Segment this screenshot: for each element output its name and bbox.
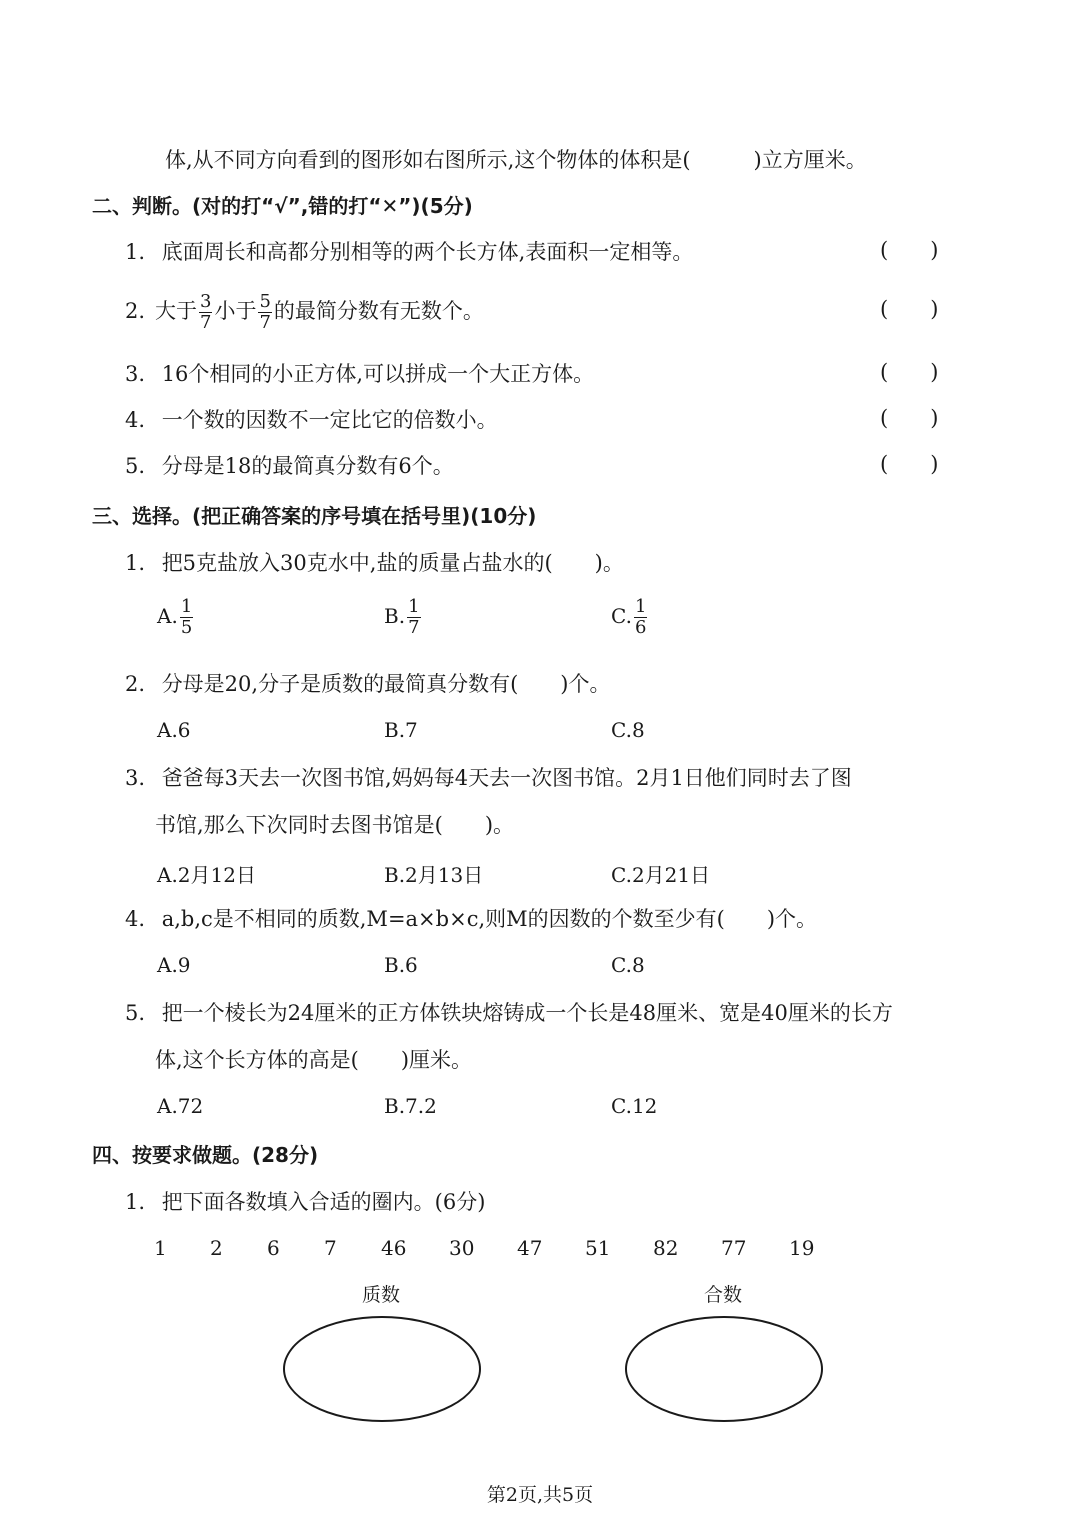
judge-item-3 xyxy=(125,360,594,388)
item-text: 16个相同的小正方体,可以拼成一个大正方体。 xyxy=(161,362,595,386)
option-b[interactable]: B.7.2 xyxy=(384,1094,437,1118)
question-text: a,b,c是不相同的质数,M=a×b×c,则M的因数的个数至少有( )个。 xyxy=(161,907,818,931)
choice-q1 xyxy=(125,549,624,577)
question-text: 爸爸每3天去一次图书馆,妈妈每4天去一次图书馆。2月1日他们同时去了图 xyxy=(161,766,852,790)
number-item[interactable]: 30 xyxy=(449,1236,475,1260)
option-b[interactable]: B. $\frac{1}{7}$ xyxy=(384,596,420,638)
question-number: 4. xyxy=(125,907,146,931)
question-text: 把一个棱长为24厘米的正方体铁块熔铸成一个长是48厘米、宽是40厘米的长方 xyxy=(161,1001,893,1025)
composite-label: 合数 xyxy=(704,1284,743,1306)
option-a[interactable]: A.72 xyxy=(157,1094,204,1118)
item-text-mid: 小于 xyxy=(214,299,257,323)
choice-q2 xyxy=(125,670,610,698)
option-c[interactable]: C.8 xyxy=(611,718,645,742)
option-a[interactable]: A. $\frac{1}{5}$ xyxy=(157,596,193,638)
answer-paren-4[interactable]: ( ) xyxy=(880,406,939,430)
number-item[interactable]: 51 xyxy=(585,1236,611,1260)
choice-q4 xyxy=(125,905,817,933)
choice-q3 xyxy=(125,764,852,792)
item-text: 底面周长和高都分别相等的两个长方体,表面积一定相等。 xyxy=(161,240,694,264)
item-number: 1. xyxy=(125,240,146,264)
question-number: 1. xyxy=(125,551,146,575)
fraction: $\frac{5}{7}$ xyxy=(259,291,271,333)
question-number: 1. xyxy=(125,1190,146,1214)
item-text-post: 的最简分数有无数个。 xyxy=(273,299,484,323)
section4-title: 四、按要求做题。(28分) xyxy=(92,1143,319,1167)
number-item[interactable]: 2 xyxy=(210,1236,223,1260)
judge-item-2 xyxy=(125,289,484,333)
fraction: $\frac{3}{7}$ xyxy=(200,291,212,333)
choice-q5 xyxy=(125,999,893,1027)
option-c[interactable]: C. $\frac{1}{6}$ xyxy=(611,596,647,638)
number-item[interactable]: 6 xyxy=(267,1236,280,1260)
option-a[interactable]: A.6 xyxy=(157,718,191,742)
prime-circle[interactable] xyxy=(283,1316,481,1422)
option-b[interactable]: B.2月13日 xyxy=(384,863,484,887)
answer-paren-5[interactable]: ( ) xyxy=(880,452,939,476)
question-text: 把下面各数填入合适的圈内。(6分) xyxy=(161,1190,486,1214)
judge-item-4 xyxy=(125,406,498,434)
question-text: 把5克盐放入30克水中,盐的质量占盐水的( )。 xyxy=(161,551,624,575)
option-c[interactable]: C.8 xyxy=(611,953,645,977)
question-number: 5. xyxy=(125,1001,146,1025)
question-number: 3. xyxy=(125,766,146,790)
fraction: $\frac{1}{5}$ xyxy=(180,596,193,638)
section3-title: 三、选择。(把正确答案的序号填在括号里)(10分) xyxy=(92,504,537,528)
task-q1 xyxy=(125,1188,485,1216)
item-text-pre: 大于 xyxy=(155,299,197,323)
composite-circle[interactable] xyxy=(625,1316,823,1422)
choice-q5-cont: 体,这个长方体的高是( )厘米。 xyxy=(155,1048,473,1072)
section2-title: 二、判断。(对的打“√”,错的打“✕”)(5分) xyxy=(92,194,473,218)
option-a[interactable]: A.2月12日 xyxy=(157,863,256,887)
number-item[interactable]: 19 xyxy=(789,1236,815,1260)
item-text: 分母是18的最简真分数有6个。 xyxy=(161,454,454,478)
option-b[interactable]: B.6 xyxy=(384,953,418,977)
item-number: 4. xyxy=(125,408,146,432)
option-b[interactable]: B.7 xyxy=(384,718,418,742)
number-item[interactable]: 46 xyxy=(381,1236,407,1260)
number-item[interactable]: 1 xyxy=(154,1236,167,1260)
number-item[interactable]: 7 xyxy=(324,1236,337,1260)
answer-paren-1[interactable]: ( ) xyxy=(880,238,939,262)
number-item[interactable]: 82 xyxy=(653,1236,679,1260)
answer-paren-2[interactable]: ( ) xyxy=(880,297,939,321)
intro-line: 体,从不同方向看到的图形如右图所示,这个物体的体积是( )立方厘米。 xyxy=(165,148,867,172)
option-c[interactable]: C.12 xyxy=(611,1094,658,1118)
item-number: 5. xyxy=(125,454,146,478)
item-text: 一个数的因数不一定比它的倍数小。 xyxy=(161,408,498,432)
option-a[interactable]: A.9 xyxy=(157,953,191,977)
judge-item-1 xyxy=(125,238,693,266)
item-number: 3. xyxy=(125,362,146,386)
question-number: 2. xyxy=(125,672,146,696)
question-text: 分母是20,分子是质数的最简真分数有( )个。 xyxy=(161,672,611,696)
item-number: 2. xyxy=(125,299,146,323)
number-item[interactable]: 77 xyxy=(721,1236,747,1260)
option-c[interactable]: C.2月21日 xyxy=(611,863,711,887)
answer-paren-3[interactable]: ( ) xyxy=(880,360,939,384)
fraction: $\frac{1}{6}$ xyxy=(634,596,647,638)
prime-label: 质数 xyxy=(362,1284,401,1306)
page-footer: 第2页,共5页 xyxy=(486,1484,594,1506)
judge-item-5 xyxy=(125,452,454,480)
choice-q3-cont: 书馆,那么下次同时去图书馆是( )。 xyxy=(155,813,515,837)
fraction: $\frac{1}{7}$ xyxy=(408,596,420,638)
number-item[interactable]: 47 xyxy=(517,1236,543,1260)
